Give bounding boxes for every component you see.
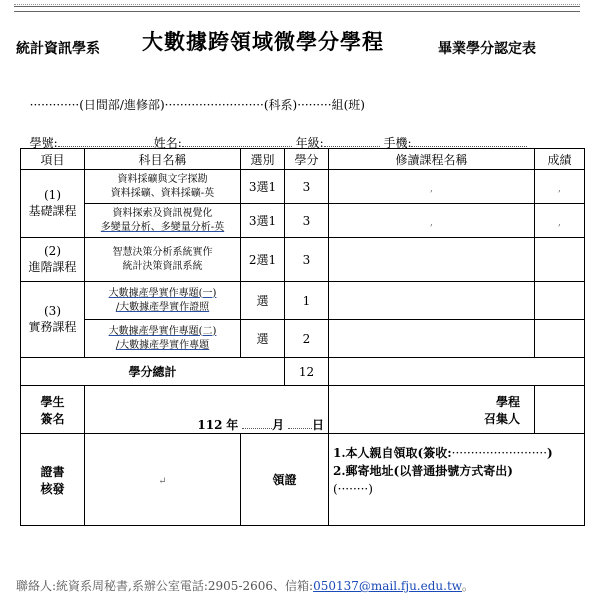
header-credits: 學分 [285, 149, 329, 170]
certificate-line1: 證書 [40, 464, 65, 479]
department-blank[interactable]: ·························· [164, 98, 264, 112]
option-self-text: 1.本人親自領取(簽收: [333, 446, 452, 460]
receive-option-self[interactable]: 1.本人親自領取(簽收:·························) [333, 446, 553, 460]
header-item: 項目 [21, 149, 85, 170]
selection-cell: 3選1 [241, 170, 285, 204]
top-double-rule [14, 6, 580, 12]
course-name: 智慧決策分析系統實作 [112, 246, 213, 258]
taken-course-input[interactable] [329, 282, 535, 320]
table-row [21, 238, 585, 282]
category-label: 進階課程 [28, 260, 77, 274]
option-mail-text: 2.郵寄地址(以普通掛號方式寄出) [333, 464, 513, 478]
student-sign-label [21, 386, 85, 434]
taken-course-input[interactable]: , [329, 170, 535, 204]
course-cell [85, 282, 241, 320]
grade-input[interactable]: , [535, 204, 585, 238]
table-row [21, 320, 585, 358]
credits-cell: 2 [285, 320, 329, 358]
category-advanced [21, 238, 85, 282]
course-name: 大數據產學實作專題(一) [108, 287, 217, 299]
convener-line2: 召集人 [484, 411, 521, 426]
student-sign-line2: 簽名 [40, 411, 65, 426]
receive-option-mail[interactable] [333, 462, 584, 480]
total-row [21, 358, 585, 386]
total-label: 學分總計 [21, 358, 285, 386]
signature-row [21, 386, 585, 434]
credits-cell: 3 [285, 238, 329, 282]
certificate-issue-field[interactable]: ↵ [85, 434, 241, 526]
contact-email-link[interactable]: 050137@mail.fju.edu.tw [313, 579, 463, 593]
date-year-unit: 年 [226, 418, 239, 432]
name-label: 姓名: [153, 136, 182, 150]
division-blank[interactable]: ············· [29, 98, 80, 112]
date-year: 112 [197, 418, 223, 432]
category-number: (3) [44, 304, 61, 318]
grade-input[interactable]: , [535, 170, 585, 204]
convener-label [329, 386, 535, 434]
date-month-unit: 月 [272, 418, 285, 432]
category-label: 實務課程 [28, 320, 77, 334]
course-name: /大數據產學實作證照 [115, 301, 210, 313]
course-cell [85, 170, 241, 204]
certificate-row [21, 434, 585, 526]
date-month-blank[interactable] [242, 428, 272, 429]
course-name: 資料採礦、資料採礦-英 [110, 187, 215, 199]
grade-input[interactable] [535, 238, 585, 282]
taken-course-input[interactable] [329, 320, 535, 358]
header-grade: 成績 [535, 149, 585, 170]
student-id-blank[interactable] [58, 146, 154, 147]
name-blank[interactable] [182, 146, 292, 147]
taken-course-input[interactable] [329, 238, 535, 282]
program-title: 大數據跨領域微學分學程 [142, 29, 384, 54]
course-name: 資料採礦與文字探勘 [117, 173, 208, 185]
course-cell [85, 320, 241, 358]
header-course-name: 科目名稱 [85, 149, 241, 170]
department-label: (科系) [263, 98, 298, 112]
selection-cell: 選 [241, 320, 285, 358]
table-row [21, 282, 585, 320]
date-day-blank[interactable] [288, 428, 312, 429]
student-signature-field[interactable] [85, 386, 329, 434]
category-label: 基礎課程 [28, 204, 77, 218]
table-header-row [21, 149, 585, 170]
grade-input[interactable] [535, 282, 585, 320]
student-sign-line1: 學生 [40, 394, 65, 409]
contact-end: 。 [462, 579, 475, 593]
title-bar [14, 24, 584, 58]
student-id-label: 學號: [29, 136, 58, 150]
phone-blank[interactable] [411, 146, 527, 147]
group-label: 組(班) [331, 98, 365, 112]
course-cell [85, 204, 241, 238]
credits-cell: 1 [285, 282, 329, 320]
date-day-unit: 日 [311, 418, 324, 432]
course-name: 統計決策資訊系統 [122, 260, 203, 272]
course-name: /大數據產學實作專題 [115, 339, 210, 351]
mail-address-blank[interactable]: (········) [333, 482, 373, 496]
certificate-label [21, 434, 85, 526]
category-number: (2) [44, 244, 61, 258]
course-name: 大數據產學實作專題(二) [108, 325, 217, 337]
table-row [21, 204, 585, 238]
contact-text: 聯絡人:統資系周秘書,系辦公室電話:2905-2606、信箱: [16, 579, 314, 593]
category-practice [21, 282, 85, 358]
contact-footer [16, 577, 474, 594]
category-number: (1) [44, 188, 61, 202]
header-taken-course: 修讀課程名稱 [329, 149, 535, 170]
department-name: 統計資訊學系 [16, 41, 100, 57]
phone-label: 手機: [383, 136, 412, 150]
division-line[interactable] [22, 82, 365, 113]
convener-signature-field[interactable] [535, 386, 585, 434]
category-basic [21, 170, 85, 238]
credits-cell: 3 [285, 170, 329, 204]
student-info-line [22, 120, 527, 151]
course-name: 資料探索及資訊視覺化 [112, 207, 213, 219]
form-subtitle: 畢業學分認定表 [438, 41, 536, 57]
grade-label: 年級: [295, 136, 324, 150]
selection-cell: 3選1 [241, 204, 285, 238]
grade-blank[interactable] [324, 146, 380, 147]
selection-cell: 選 [241, 282, 285, 320]
selection-cell: 2選1 [241, 238, 285, 282]
grade-input[interactable] [535, 320, 585, 358]
convener-line1: 學程 [496, 394, 521, 409]
signature-blank[interactable]: ························· [451, 446, 548, 460]
group-blank[interactable]: ········· [297, 98, 332, 112]
course-name: 多變量分析、多變量分析-英 [100, 221, 225, 233]
header-selection: 選別 [241, 149, 285, 170]
taken-course-input[interactable]: , [329, 204, 535, 238]
course-cell [85, 238, 241, 282]
total-blank [329, 358, 585, 386]
total-value: 12 [285, 358, 329, 386]
credit-form-table [20, 148, 585, 526]
division-label: (日間部/進修部) [79, 98, 165, 112]
certificate-line2: 核發 [40, 481, 65, 496]
receive-label: 領證 [241, 434, 329, 526]
receive-options [329, 434, 585, 526]
table-row [21, 170, 585, 204]
credits-cell: 3 [285, 204, 329, 238]
